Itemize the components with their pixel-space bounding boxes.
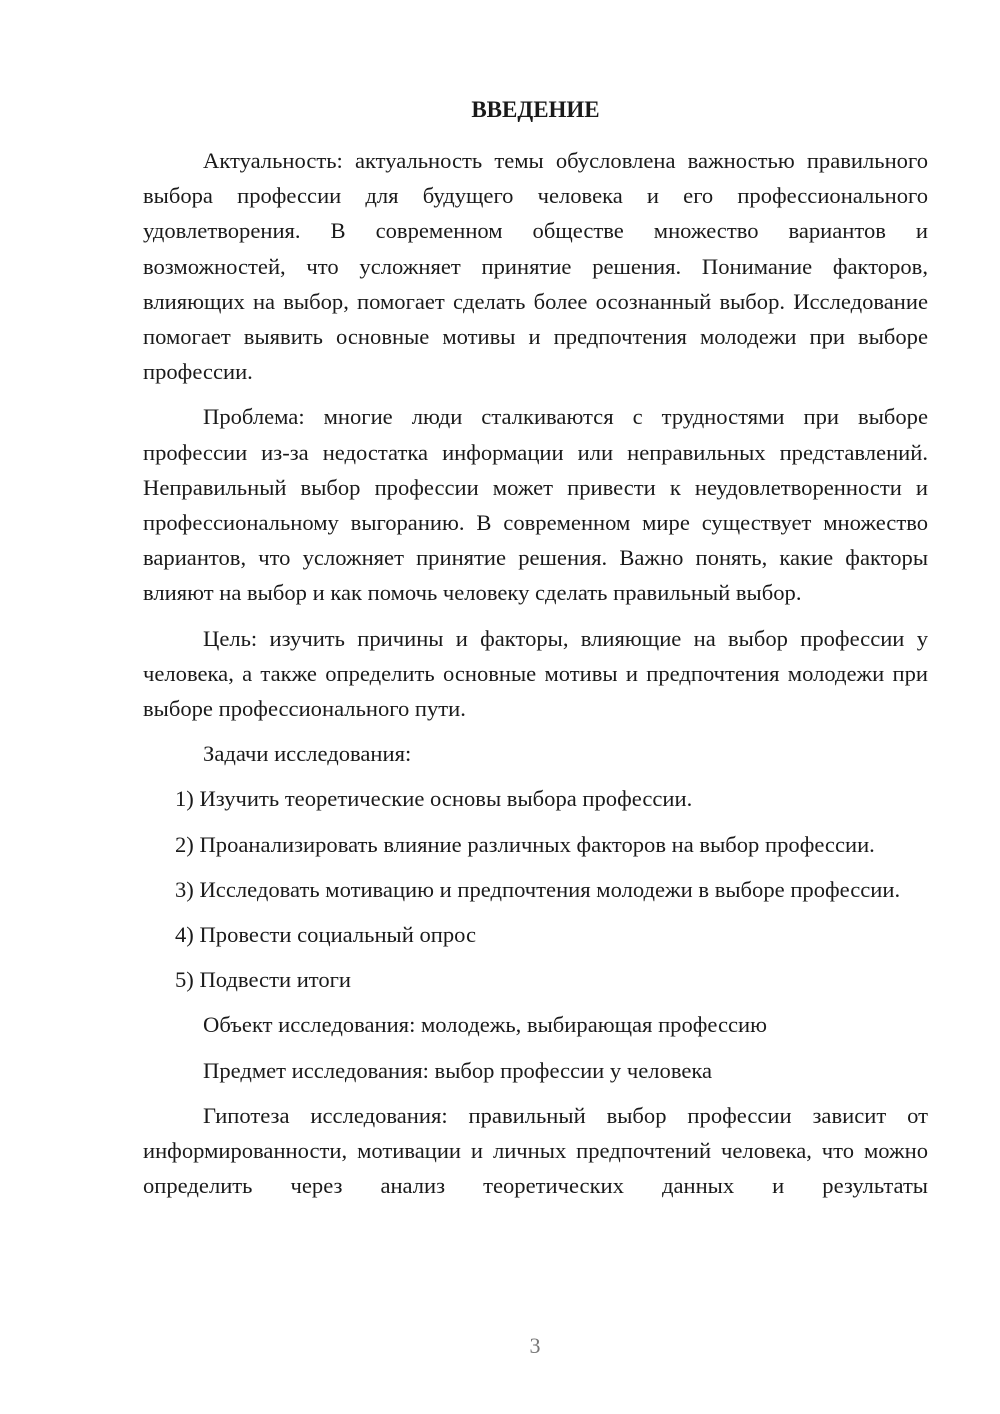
task-item: 3) Исследовать мотивацию и предпочтения молодежи в выборе профессии. (175, 876, 901, 902)
task-item: 1) Изучить теоретические основы выбора профессии. (175, 786, 693, 812)
document-page (143, 95, 928, 1213)
paragraph-problem: Проблема: многие люди сталкиваются с трудностями при выборе профессии из-за недостатка информации или неправильных представлений. Неправильный выбор профессии может привести к неудовлетворенности и профессиональному выгоранию. В современном мире существует множество вариантов, что усложняет принятие решения. Важно понять, какие факторы влияют на выбор и как помочь человеку сделать правильный выбор. (143, 404, 928, 606)
section-title: ВВЕДЕНИЕ (471, 97, 600, 122)
paragraph-hypothesis: Гипотеза исследования: правильный выбор профессии зависит от информированности, мотивации и личных предпочтений человека, что можно определить через анализ теоретических данных и результаты (143, 1102, 928, 1199)
task-item: 2) Проанализировать влияние различных факторов на выбор профессии. (175, 831, 875, 857)
paragraph-subject: Предмет исследования: выбор профессии у человека (203, 1057, 713, 1083)
tasks-heading: Задачи исследования: (203, 741, 412, 767)
page-number: 3 (529, 1333, 541, 1358)
paragraph-goal: Цель: изучить причины и факторы, влияющие на выбор профессии у человека, а также определить основные мотивы и предпочтения молодежи при выборе профессионального пути. (143, 625, 928, 722)
task-item: 5) Подвести итоги (175, 967, 352, 993)
paragraph-relevance: Актуальность: актуальность темы обусловлена важностью правильного выбора профессии для будущего человека и его профессионального удовлетворения. В современном обществе множество вариантов и возможностей, что усложняет принятие решения. Понимание факторов, влияющих на выбор, помогает сделать более осознанный выбор. Исследование помогает выявить основные мотивы и предпочтения молодежи при выборе профессии. (143, 148, 928, 385)
paragraph-object: Объект исследования: молодежь, выбирающая профессию (203, 1012, 768, 1038)
task-item: 4) Провести социальный опрос (175, 922, 477, 948)
